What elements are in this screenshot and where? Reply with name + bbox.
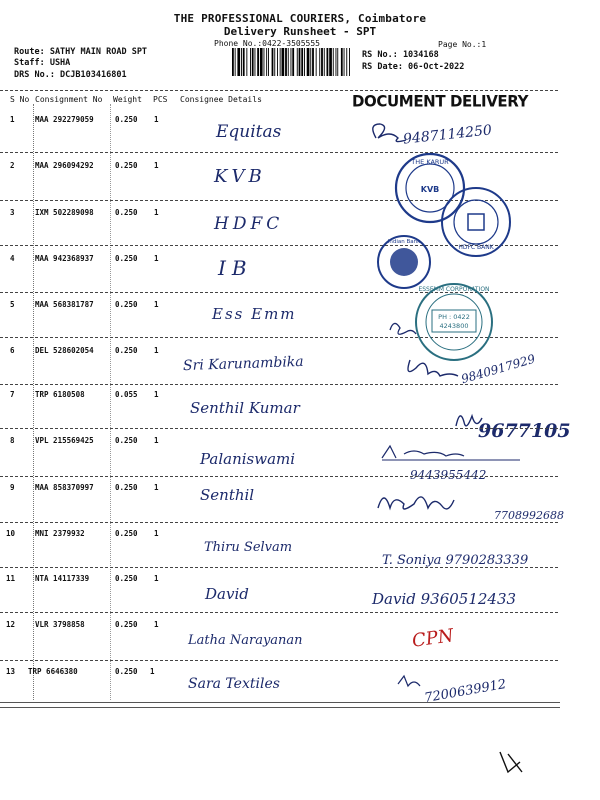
row-sno: 1: [10, 115, 15, 124]
signature-scribble: [373, 124, 406, 142]
row-sno: 5: [10, 300, 15, 309]
row-signature: CPN: [410, 625, 455, 652]
col-header-sno: S No: [10, 95, 30, 104]
row-sno: 11: [6, 574, 16, 583]
row-consignment: VPL 215569425: [35, 436, 94, 445]
company-title: THE PROFESSIONAL COURIERS, Coimbatore: [173, 12, 427, 25]
col-header-pcs: PCS: [153, 95, 168, 104]
row-consignment: MAA 292279059: [35, 115, 94, 124]
row-weight: 0.250: [115, 115, 138, 124]
drs-number: DRS No.: DCJB103416801: [14, 70, 127, 80]
row-consignment: MAA 858370997: [35, 483, 94, 492]
row-sno: 4: [10, 254, 15, 263]
karur-seal-text: THE KARUR: [411, 158, 449, 166]
svg-text:4243800: 4243800: [439, 322, 469, 330]
row-weight: 0.250: [115, 161, 138, 170]
row-pcs: 1: [154, 390, 159, 399]
row-sno: 2: [10, 161, 15, 170]
row-consignee: KVB: [214, 166, 266, 187]
row-sno: 13: [6, 667, 16, 676]
row-sno: 12: [6, 620, 16, 629]
karur-bank-seal: [396, 154, 464, 222]
row-pcs: 1: [154, 620, 159, 629]
hdfc-seal-text: HDFC BANK: [458, 244, 494, 251]
row-weight: 0.250: [115, 254, 138, 263]
route-label: Route: SATHY MAIN ROAD SPT: [14, 47, 148, 57]
row-consignee: IB: [218, 256, 253, 280]
pen-mark: [500, 752, 522, 772]
row-sno: 7: [10, 390, 15, 399]
row-pcs: 1: [150, 667, 155, 676]
row-consignee: Sri Karunambika: [182, 353, 304, 375]
signature-scribble: [382, 446, 464, 458]
row-pcs: 1: [154, 436, 159, 445]
phone-number: Phone No.:0422-3505555: [214, 39, 320, 48]
row-signature: 9840917929: [459, 351, 537, 387]
page-number: Page No.:1: [438, 40, 487, 49]
row-pcs: 1: [154, 161, 159, 170]
essemm-seal-text: ESSEMM CORPORATION: [418, 286, 490, 293]
row-consignee: Senthil: [200, 486, 255, 504]
row-signature: 7200639912: [423, 676, 508, 707]
row-pcs: 1: [154, 115, 159, 124]
row-pcs: 1: [154, 529, 159, 538]
row-consignee: Palaniswami: [200, 450, 296, 468]
signature-scribble: [456, 416, 482, 426]
signature-scribble: [398, 676, 420, 686]
row-signature: T. Soniya 9790283339: [382, 553, 529, 568]
row-sno: 8: [10, 436, 15, 445]
row-signature: David 9360512433: [372, 590, 517, 608]
signature-scribble: [378, 497, 454, 509]
col-header-weight: Weight: [113, 95, 142, 104]
row-pcs: 1: [154, 346, 159, 355]
essemm-phone: PH : 0422: [438, 313, 470, 321]
row-sno: 10: [6, 529, 16, 538]
row-weight: 0.250: [115, 208, 138, 217]
row-consignment: MAA 942368937: [35, 254, 94, 263]
row-consignee: Sara Textiles: [188, 676, 280, 692]
row-consignee: Equitas: [216, 122, 282, 142]
row-weight: 0.250: [115, 574, 138, 583]
essemm-seal: [416, 284, 492, 360]
row-weight: 0.250: [115, 483, 138, 492]
row-consignment: NTA 14117339: [35, 574, 90, 583]
row-weight: 0.250: [115, 346, 138, 355]
row-consignee: David: [205, 585, 249, 603]
row-consignee: Thiru Selvam: [204, 540, 293, 555]
row-pcs: 1: [154, 483, 159, 492]
row-consignment: VLR 3798858: [35, 620, 85, 629]
svg-text:KVB: KVB: [420, 185, 440, 194]
row-consignee: Ess Emm: [212, 305, 297, 323]
indian-bank-seal: [378, 236, 430, 288]
row-consignment: MAA 568381787: [35, 300, 94, 309]
row-sno: 9: [10, 483, 15, 492]
indian-bank-seal-text: Indian Bank: [387, 239, 421, 245]
row-weight: 0.250: [115, 436, 138, 445]
row-sno: 6: [10, 346, 15, 355]
row-consignment: TRP 6180508: [35, 390, 85, 399]
col-header-consignment: Consignment No: [35, 95, 103, 104]
row-consignee: Senthil Kumar: [190, 399, 300, 417]
row-signature: 9443955442: [410, 468, 487, 482]
signature-scribble: [390, 323, 416, 334]
document-delivery-stamp: DOCUMENT DELIVERY: [352, 91, 529, 111]
row-weight: 0.055: [115, 390, 138, 399]
row-weight: 0.250: [115, 667, 138, 676]
rs-date: RS Date: 06-Oct-2022: [362, 62, 465, 72]
sheet-title: Delivery Runsheet - SPT: [223, 25, 377, 38]
row-weight: 0.250: [115, 300, 138, 309]
row-pcs: 1: [154, 254, 159, 263]
row-pcs: 1: [154, 208, 159, 217]
signature-scribble: [408, 360, 458, 376]
row-weight: 0.250: [115, 529, 138, 538]
row-consignee: Latha Narayanan: [188, 633, 303, 648]
row-consignee: HDFC: [214, 214, 284, 234]
row-sno: 3: [10, 208, 15, 217]
row-signature: 9487114250: [402, 122, 493, 148]
row-consignment: DEL 528602054: [35, 346, 94, 355]
rs-number: RS No.: 1034168: [362, 50, 439, 60]
row-consignment: TRP 6646380: [28, 667, 78, 676]
row-weight: 0.250: [115, 620, 138, 629]
staff-label: Staff: USHA: [14, 58, 71, 68]
row-signature: 7708992688: [494, 509, 564, 522]
row-consignment: IXM 502289098: [35, 208, 94, 217]
row-pcs: 1: [154, 574, 159, 583]
row-pcs: 1: [154, 300, 159, 309]
hdfc-bank-seal: [442, 188, 510, 256]
col-header-consignee: Consignee Details: [180, 95, 262, 104]
row-signature: 9677105: [478, 420, 571, 442]
row-consignment: MNI 2379932: [35, 529, 85, 538]
row-consignment: MAA 296094292: [35, 161, 94, 170]
